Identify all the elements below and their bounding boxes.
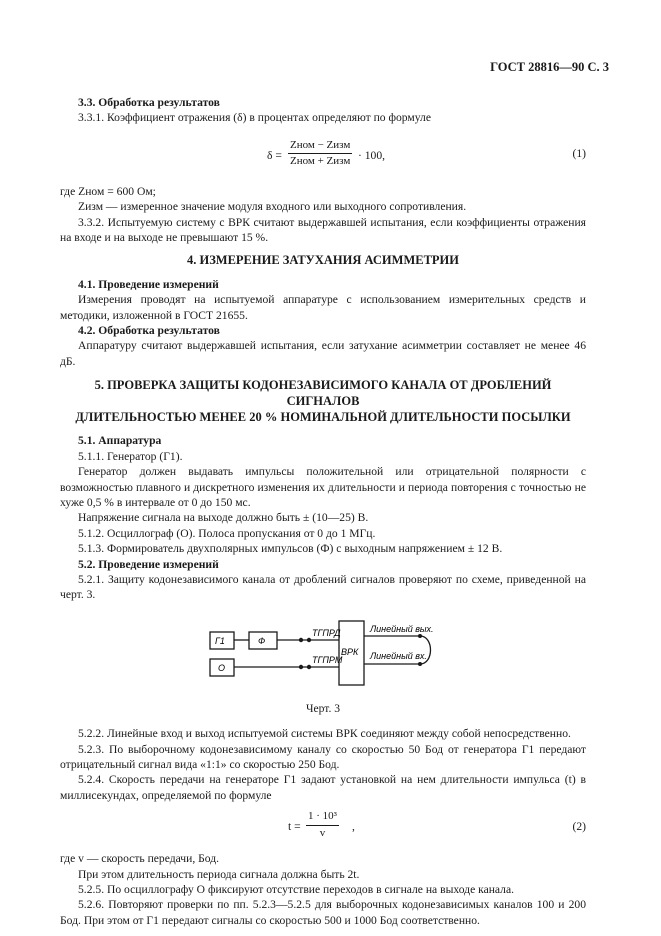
where-z-izm: Zизм — измеренное значение модуля входного или выходного сопротивления. <box>78 200 467 214</box>
section-3-3-heading: 3.3. Обработка результатов <box>78 96 220 109</box>
para-5-2-5: 5.2.5. По осциллографу О фиксируют отсутствие переходов в сигнале на выходе канала. <box>78 883 515 896</box>
para-5-1-1: 5.1.1. Генератор (Г1). <box>78 449 183 463</box>
label-tgprm: ТГПРМ <box>312 654 343 665</box>
circuit-diagram-svg <box>60 609 586 697</box>
section-4-2-heading: 4.2. Обработка результатов <box>78 324 220 338</box>
formula-2-right: , <box>352 820 355 834</box>
formula-2-numerator: 1 · 10³ <box>306 809 339 825</box>
formula-2-left: t = <box>288 820 301 834</box>
formula-2 <box>60 809 586 845</box>
where-v: где v — скорость передачи, Бод. <box>60 852 220 866</box>
label-tgprd: ТГПРД <box>312 627 341 638</box>
label-g1: Г1 <box>215 635 225 646</box>
para-3-3-2: 3.3.2. Испытуемую систему с ВРК считают выдержавшей испытания, если коэффициенты отражения на входе и на выходе не превышают 15 %. <box>60 215 586 245</box>
label-line-out: Линейный вых. <box>370 623 434 634</box>
section-5-title-line-2: ДЛИТЕЛЬНОСТЬЮ МЕНЕЕ 20 % НОМИНАЛЬНОЙ ДЛИТЕЛЬНОСТИ ПОСЫЛКИ <box>75 410 571 425</box>
label-vrk: ВРК <box>341 646 359 657</box>
para-4-1: Измерения проводят на испытуемой аппаратуре с использованием измерительных средств и методики, изложенной в ГОСТ 21655. <box>60 293 586 322</box>
para-5-1-1-voltage: Напряжение сигнала на выходе должно быть ± (10—25) В. <box>78 511 369 525</box>
formula-1-fraction <box>288 138 352 170</box>
formula-1-left: δ = <box>267 148 282 162</box>
para-5-2-2: 5.2.2. Линейные вход и выход испытуемой системы ВРК соединяют между собой непосредственно. <box>78 727 571 741</box>
circuit-diagram <box>60 609 586 697</box>
para-5-2-6: 5.2.6. Повторяют проверки по пп. 5.2.3—5.2.5 для выборочных кодонезависимых каналов 100 и 200 Бод. При этом от Г1 передают сигналы со скоростью 500 и 1000 Бод соответственно. <box>60 898 586 927</box>
para-5-2-3: 5.2.3. По выборочному кодонезависимому каналу со скоростью 50 Бод от генератора Г1 передают отрицательный сигнал вида «1:1» со скоростью 250 Бод. <box>60 742 586 771</box>
para-5-2-4: 5.2.4. Скорость передачи на генераторе Г1 задают установкой на нем длительности импульса (t) в миллисекундах, определяемой по формуле <box>60 773 586 802</box>
page-content <box>60 95 586 928</box>
section-5-2-heading: 5.2. Проведение измерений <box>78 557 219 571</box>
label-o: О <box>218 662 226 673</box>
section-4-1-heading: 4.1. Проведение измерений <box>78 277 219 291</box>
formula-2-fraction <box>306 809 339 841</box>
section-5-title-line-1: 5. ПРОВЕРКА ЗАЩИТЫ КОДОНЕЗАВИСИМОГО КАНАЛА ОТ ДРОБЛЕНИЙ СИГНАЛОВ <box>94 378 552 409</box>
formula-2-number: (2) <box>572 820 586 834</box>
para-5-1-3: 5.1.3. Формирователь двухполярных импульсов (Ф) с выходным напряжением ± 12 В. <box>78 542 503 556</box>
figure-caption: Черт. 3 <box>305 701 341 715</box>
formula-1-number: (1) <box>572 146 586 160</box>
label-line-in: Линейный вх. <box>370 650 427 661</box>
para-5-2-1: 5.2.1. Защиту кодонезависимого канала от дроблений сигналов проверяют по схеме, приведенной на черт. 3. <box>60 572 586 602</box>
para-5-1-2: 5.1.2. Осциллограф (О). Полоса пропускания от 0 до 1 МГц. <box>78 526 376 540</box>
para-5-1-1-generator: Генератор должен выдавать импульсы положительной или отрицательной полярности с возможностью плавного и дискретного изменения их длительности и периода повторения с точностью не хуже 0,5 % в интервале от 0 до 150 мс. <box>60 465 586 509</box>
para-5-2-4-period: При этом длительность периода сигнала должна быть 2t. <box>78 867 360 881</box>
page-header: ГОСТ 28816—90 С. 3 <box>490 60 609 74</box>
formula-2-denominator: v <box>319 826 326 839</box>
formula-1-right: · 100, <box>358 148 386 162</box>
label-f: Ф <box>258 635 266 646</box>
formula-1 <box>60 136 586 176</box>
para-3-3-1: 3.3.1. Коэффициент отражения (δ) в процентах определяют по формуле <box>78 111 431 125</box>
section-5-title <box>60 377 586 425</box>
formula-1-numerator: Zном − Zизм <box>288 138 352 154</box>
formula-1-denominator: Zном + Zизм <box>290 155 351 168</box>
section-5-1-heading: 5.1. Аппаратура <box>78 434 162 448</box>
where-z-nom: где Zном = 600 Ом; <box>60 184 156 198</box>
section-4-title: 4. ИЗМЕРЕНИЕ ЗАТУХАНИЯ АСИММЕТРИИ <box>186 253 460 268</box>
para-4-2: Аппаратуру считают выдержавшей испытания, если затухание асимметрии составляет не менее 46 дБ. <box>60 339 586 368</box>
